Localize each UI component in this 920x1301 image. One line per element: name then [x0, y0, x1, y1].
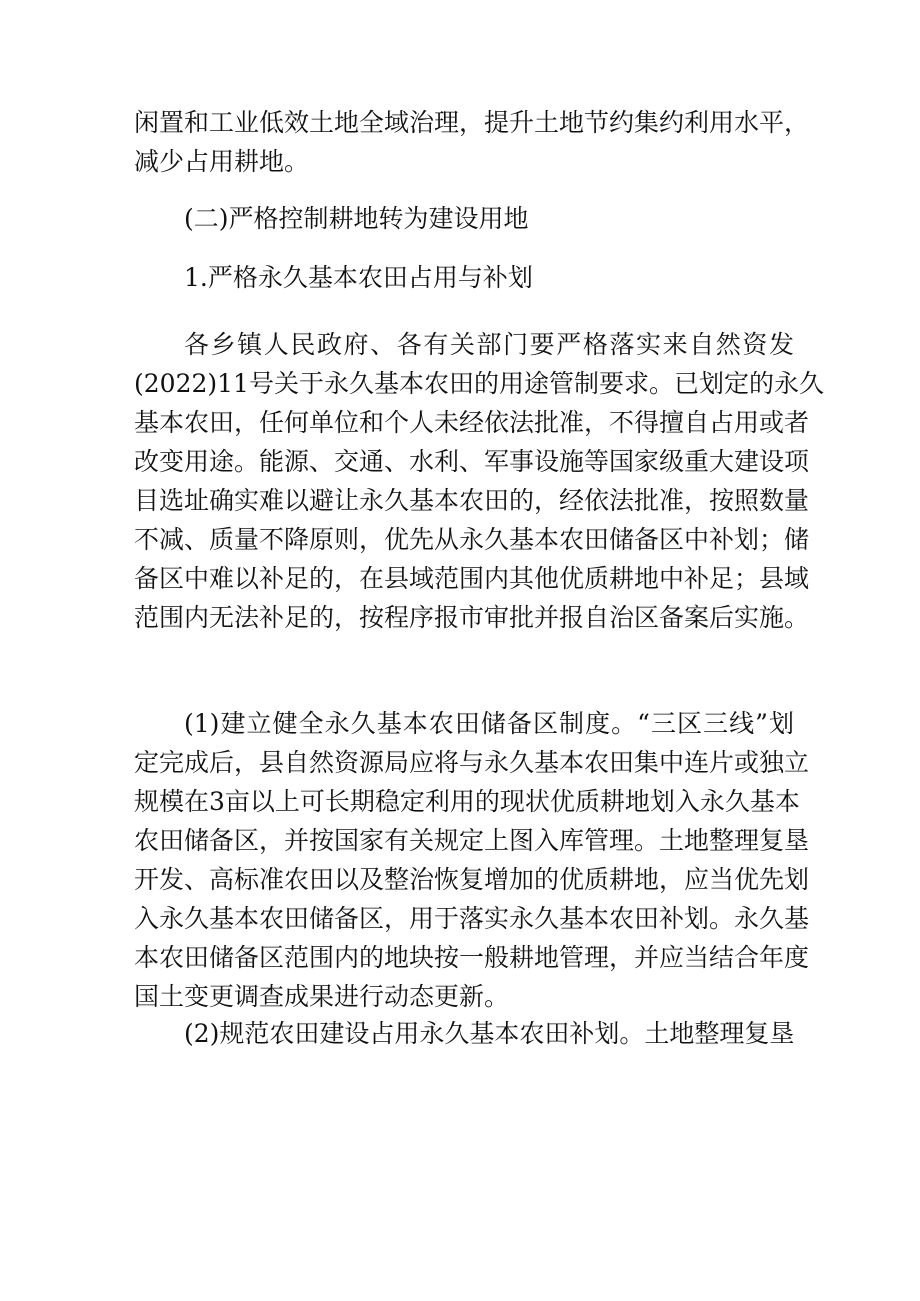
paragraph-continued [134, 103, 810, 181]
paragraph-2 [134, 704, 810, 1016]
text-line: 开发、高标准农田以及整治恢复增加的优质耕地，应当优先划 [134, 865, 810, 894]
subsection-heading [134, 258, 794, 297]
text-line: 基本农田，任何单位和个人未经依法批准，不得擅自占用或者 [134, 408, 810, 437]
text-line: 不减、质量不降原则，优先从永久基本农田储备区中补划；储 [134, 525, 810, 554]
paragraph-3 [134, 1014, 794, 1053]
text-line: 闲置和工业低效土地全域治理，提升土地节约集约利用水平， [134, 108, 810, 137]
text-line: (2022)11号关于永久基本农田的用途管制要求。已划定的永久 [134, 369, 824, 398]
text-line: 目选址确实难以避让永久基本农田的，经依法批准，按照数量 [134, 486, 810, 515]
text-line: 减少占用耕地。 [134, 147, 310, 176]
text-line: 国土变更调查成果进行动态更新。 [134, 982, 510, 1011]
text-line: 本农田储备区范围内的地块按一般耕地管理，并应当结合年度 [134, 943, 810, 972]
text-line: (1)建立健全永久基本农田储备区制度。“三区三线”划 [184, 709, 794, 738]
text-line: 备区中难以补足的，在县域范围内其他优质耕地中补足；县域 [134, 564, 810, 593]
text-line: 各乡镇人民政府、各有关部门要严格落实来自然资发 [184, 330, 794, 359]
text-line: 规模在3亩以上可长期稳定利用的现状优质耕地划入永久基本 [134, 787, 800, 816]
heading-text: 1.严格永久基本农田占用与补划 [184, 263, 533, 292]
paragraph-1 [134, 325, 824, 637]
text-line: 范围内无法补足的，按程序报市审批并报自治区备案后实施。 [134, 603, 810, 632]
text-line: 入永久基本农田储备区，用于落实永久基本农田补划。永久基 [134, 904, 810, 933]
text-line: 定完成后，县自然资源局应将与永久基本农田集中连片或独立 [134, 748, 810, 777]
section-heading [134, 199, 794, 238]
text-line: 农田储备区，并按国家有关规定上图入库管理。土地整理复垦 [134, 826, 810, 855]
text-line: 改变用途。能源、交通、水利、军事设施等国家级重大建设项 [134, 447, 810, 476]
text-line: (2)规范农田建设占用永久基本农田补划。土地整理复垦 [184, 1019, 795, 1048]
heading-text: (二)严格控制耕地转为建设用地 [184, 204, 529, 233]
